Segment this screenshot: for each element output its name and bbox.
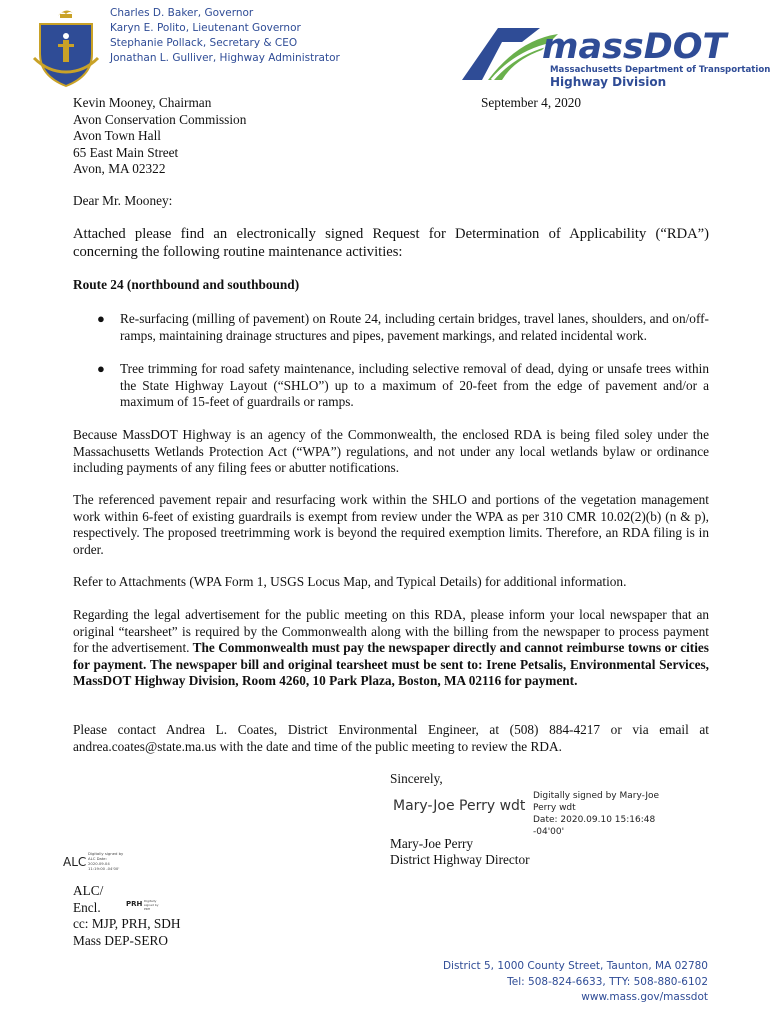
letter-date: September 4, 2020 — [481, 95, 582, 110]
footer-website-link[interactable]: www.mass.gov/massdot — [581, 991, 708, 1003]
logo-division: Highway Division — [550, 75, 667, 89]
digital-signature-note — [533, 790, 683, 838]
contact-paragraph: Please contact Andrea L. Coates, District Environmental Engineer, at (508) 884-4217 or via email at andrea.coates@state.ma.us with the date and time of the public meeting to review the RDA. — [73, 722, 709, 754]
intro-paragraph: Attached please find an electronically signed Request for Determination of Applicability (“RDA”) concerning the following routine maintenance activities: — [73, 226, 709, 260]
signature-note-line: Perry wdt — [533, 803, 576, 813]
recipient-line: Avon Town Hall — [73, 128, 161, 143]
enclosure-line: Encl. — [73, 899, 101, 915]
logo-wordmark: massDOT — [542, 27, 727, 67]
enclosure-line: Mass DEP-SERO — [73, 932, 168, 948]
official-highway-administrator: Jonathan L. Gulliver, Highway Administrator — [110, 52, 340, 64]
exemption-paragraph: The referenced pavement repair and resurfacing work within the SHLO and portions of the vegetation management work within 6-feet of existing guardrails is exempt from review under the WPA as per 310 CMR 10.02(2)(b) (n & p), respectively. The proposed treetrimming work is beyond the required exemption limits. Therefore, an RDA filing is in order. — [73, 492, 709, 557]
bullet-tree-trimming: Tree trimming for road safety maintenance, including selective removal of dead, dying or unsafe trees within the State Highway Layout (“SHLO”) up to a maximum of 20-feet from the edge of pavement and/or a maximum of 15-feet of guardrails or ramps. — [120, 361, 709, 409]
enclosure-block — [73, 883, 181, 949]
digital-signature: Mary-Joe Perry wdt — [393, 798, 526, 814]
logo-subtitle: Massachusetts Department of Transportation — [550, 65, 770, 75]
attachments-paragraph: Refer to Attachments (WPA Form 1, USGS Locus Map, and Typical Details) for additional information. — [73, 574, 627, 589]
officials-list — [110, 6, 340, 66]
enclosure-line: ALC/ — [73, 883, 104, 898]
recipient-line: Avon, MA 02322 — [73, 161, 166, 176]
salutation: Dear Mr. Mooney: — [73, 193, 173, 208]
signature-note-line: Date: 2020.09.10 15:16:48 -04'00' — [533, 815, 656, 837]
official-lt-governor: Karyn E. Polito, Lieutenant Governor — [110, 22, 301, 34]
agency-paragraph: Because MassDOT Highway is an agency of the Commonwealth, the enclosed RDA is being filed soley under the Massachusetts Wetlands Protection Act (“WPA”) regulations, and not under any local wetlands bylaw or ordinance including payments of any filing fees or abutter notifications. — [73, 427, 709, 475]
enclosure-line: cc: MJP, PRH, SDH — [73, 916, 181, 931]
recipient-line: Avon Conservation Commission — [73, 111, 247, 127]
massdot-logo — [458, 20, 770, 90]
route-heading: Route 24 (northbound and southbound) — [73, 277, 300, 292]
official-secretary: Stephanie Pollack, Secretary & CEO — [110, 37, 298, 49]
recipient-address — [73, 95, 246, 178]
footer-contact — [443, 959, 708, 1006]
bullet-icon: ● — [97, 361, 105, 376]
footer-address: District 5, 1000 County Street, Taunton, MA 02780 — [442, 960, 708, 972]
recipient-line: 65 East Main Street — [73, 144, 179, 160]
footer-phone: Tel: 508-824-6633, TTY: 508-880-6102 — [507, 975, 708, 988]
massachusetts-seal-icon — [30, 6, 102, 88]
prh-signature-note: Digitally signed by PRH — [144, 899, 159, 911]
legal-advertisement-payment-instructions: The Commonwealth must pay the newspaper directly and cannot reimburse towns or cities for payment. The newspaper bill and original tearsheet must be sent to: Irene Petsalis, Environmental Services, MassDOT Highway Division, Room 4260, 10 Park Plaza, Boston, MA 02116 for payment. — [73, 640, 709, 688]
recipient-line: Kevin Mooney, Chairman — [73, 95, 212, 110]
official-governor: Charles D. Baker, Governor — [110, 7, 254, 19]
signature-note-line: Digitally signed by Mary-Joe — [533, 791, 660, 801]
legal-advertisement-text: Regarding the legal advertisement for the public meeting on this RDA, please inform your local newspaper that an original “tearsheet” is required by the Commonwealth along with the billing from the newspaper to process payment for the advertisement. — [73, 607, 709, 655]
bullet-icon: ● — [97, 311, 105, 326]
legal-advertisement-paragraph — [73, 607, 709, 690]
signer-name: Mary-Joe Perry — [390, 836, 474, 851]
initials-signature: ALC — [63, 855, 87, 869]
signer-title: District Highway Director — [390, 852, 530, 867]
closing: Sincerely, — [390, 771, 443, 786]
prh-signature: PRH — [126, 900, 143, 908]
bullet-resurfacing: Re-surfacing (milling of pavement) on Route 24, including certain bridges, travel lanes, shoulders, and on/off-ramps, maintaining drainage structures and pipes, pavement markings, and related incidental work. — [120, 311, 709, 343]
initials-signature-note: Digitally signed by ALC Date: 2020.09.04 11:19:00 -04'00' — [88, 851, 124, 871]
